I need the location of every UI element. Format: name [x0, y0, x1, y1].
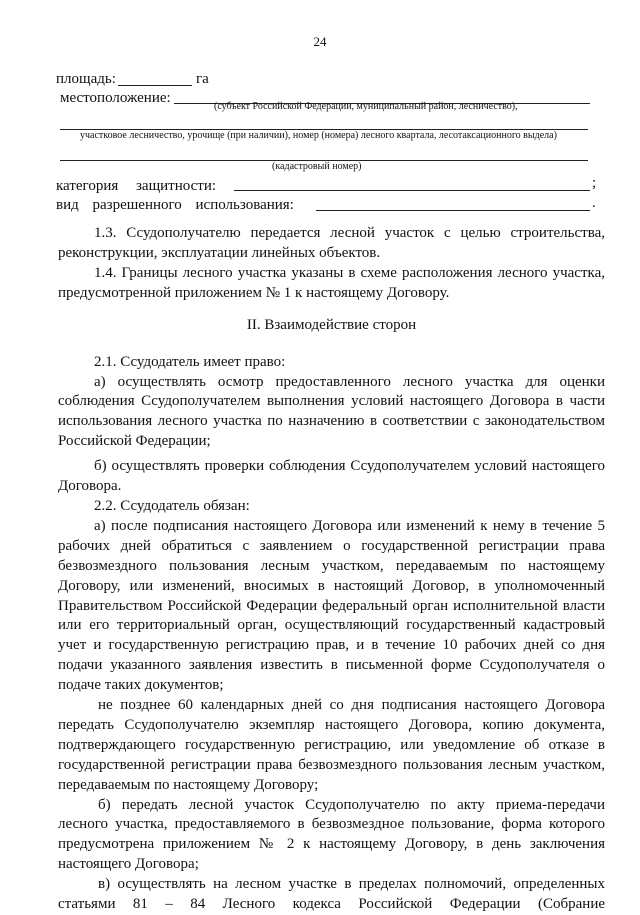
page-number: 24 [313, 34, 327, 49]
clause-2-2: 2.2. Ссудодатель обязан: [94, 497, 250, 514]
clause-2-2-b: б) передать лесной участок Ссудополучателю по акту приема-передачи лесного участка, предоставляемого в безвозмездное пользование, форма которого предусмотрена приложением № 2 к настоящему Договору, в день заключения настоящего Договора; [58, 796, 605, 873]
clause-2-1-b: б) осуществлять проверки соблюдения Ссудополучателем условий настоящего Договора. [58, 458, 605, 495]
cadastral-caption: (кадастровый номер) [272, 161, 362, 172]
section-title: II. Взаимодействие сторон [246, 316, 417, 333]
document-body [58, 224, 605, 915]
clause-2-2-v: в) осуществлять на лесном участке в пределах полномочий, определенных статьями 81 – 84 Лесного кодекса Российской Федерации (Собрание [58, 876, 605, 913]
use-blank-line [316, 210, 590, 211]
location-caption-subject: (субъект Российской Федерации, муниципальный район, лесничество), [214, 101, 518, 112]
use-end: . [592, 195, 596, 211]
category-end: ; [592, 175, 597, 191]
location-caption-forestry: участковое лесничество, урочище (при наличии), номер (номера) лесного квартала, лесотаксационного выдела) [80, 130, 557, 141]
clause-2-2-a: а) после подписания настоящего Договора или изменений к нему в течение 5 рабочих дней обратиться с заявлением о государственной регистрации права безвозмездного пользования лесным участком, передаваемым по настоящему Договору, или изменений, вносимых в настоящий Договор, в уполномоченный Правительством Российской Федерации федеральный орган исполнительной власти или его территориальный орган, осуществляющий государственный кадастровый учет и государственную регистрацию прав, и в течение 10 рабочих дней со дня подачи указанного заявления известить в письменной форме Ссудополучателя о подаче таких документов; [58, 517, 605, 694]
area-blank-line [118, 85, 192, 86]
location-label: местоположение: [60, 90, 171, 106]
clause-2-1-a: а) осуществлять осмотр предоставленного лесного участка для оценки соблюдения Ссудополучателем выполнения условий настоящего Договора в части использования лесного участка по назначению в соответствии с законодательством Российской Федерации; [58, 373, 605, 450]
category-blank-line [234, 190, 590, 191]
paragraph-1-3: 1.3. Ссудополучателю передается лесной участок с целью строительства, реконструкции, эксплуатации линейных объектов. [58, 225, 605, 261]
category-label: категория защитности: [56, 178, 217, 194]
paragraph-1-4: 1.4. Границы лесного участка указаны в схеме расположения лесного участка, предусмотренной приложением № 1 к настоящему Договору. [58, 264, 605, 301]
use-label: вид разрешенного использования: [56, 197, 294, 213]
clause-2-1: 2.1. Ссудодатель имеет право: [94, 353, 286, 370]
area-label: площадь: [56, 71, 116, 87]
area-unit: га [196, 71, 209, 87]
clause-2-2-a-cont: не позднее 60 календарных дней со дня подписания настоящего Договора передать Ссудополучателю экземпляр настоящего Договора, копию документа, подтверждающего государственную регистрацию, или уведомление об отказе в государственной регистрации права безвозмездного пользования лесным участком, передаваемым по настоящему Договору; [58, 697, 605, 793]
